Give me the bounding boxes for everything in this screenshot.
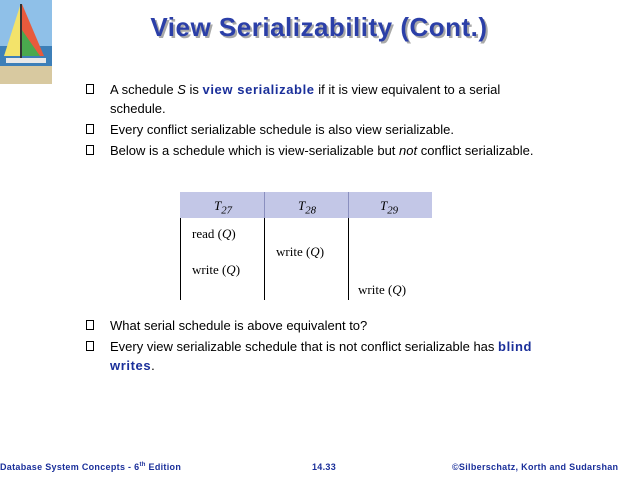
- operation: write (Q): [192, 262, 241, 277]
- operation: write (Q): [358, 282, 407, 297]
- list-item: Every conflict serializable schedule is also view serializable.: [86, 120, 536, 139]
- bullet-square-icon: [86, 145, 94, 155]
- column-header-t29: $T_{29}$: [380, 198, 399, 217]
- column-divider: [180, 218, 181, 300]
- list-item: Every view serializable schedule that is not conflict serializable has blind writes.: [86, 337, 536, 375]
- bullet-list-bottom: [86, 316, 536, 377]
- bullet-square-icon: [86, 124, 94, 134]
- bullet-square-icon: [86, 320, 94, 330]
- schedule-table: [180, 192, 432, 300]
- list-item: What serial schedule is above equivalent to?: [86, 316, 536, 335]
- bullet-square-icon: [86, 84, 94, 94]
- column-header-t27: $T_{27}$: [214, 198, 233, 217]
- column-divider: [348, 218, 349, 300]
- operation: write (Q): [276, 244, 325, 259]
- bullet-square-icon: [86, 341, 94, 351]
- footer-copyright: ©Silberschatz, Korth and Sudarshan: [452, 462, 619, 472]
- keyword: view serializable: [202, 82, 315, 97]
- column-divider: [264, 218, 265, 300]
- list-item: A schedule S is view serializable if it is view equivalent to a serial schedule.: [86, 80, 536, 118]
- bullet-list-top: [86, 80, 536, 162]
- keyword: blind writes: [110, 339, 533, 373]
- operation: read (Q): [192, 226, 236, 241]
- footer-book-title: Database System Concepts - 6th Edition: [0, 462, 182, 472]
- list-item: Below is a schedule which is view-serializable but not conflict serializable.: [86, 141, 536, 160]
- footer-page-number: 14.33: [312, 462, 337, 472]
- column-header-t28: $T_{28}$: [298, 198, 317, 217]
- slide-title: View Serializability (Cont.): [150, 12, 488, 42]
